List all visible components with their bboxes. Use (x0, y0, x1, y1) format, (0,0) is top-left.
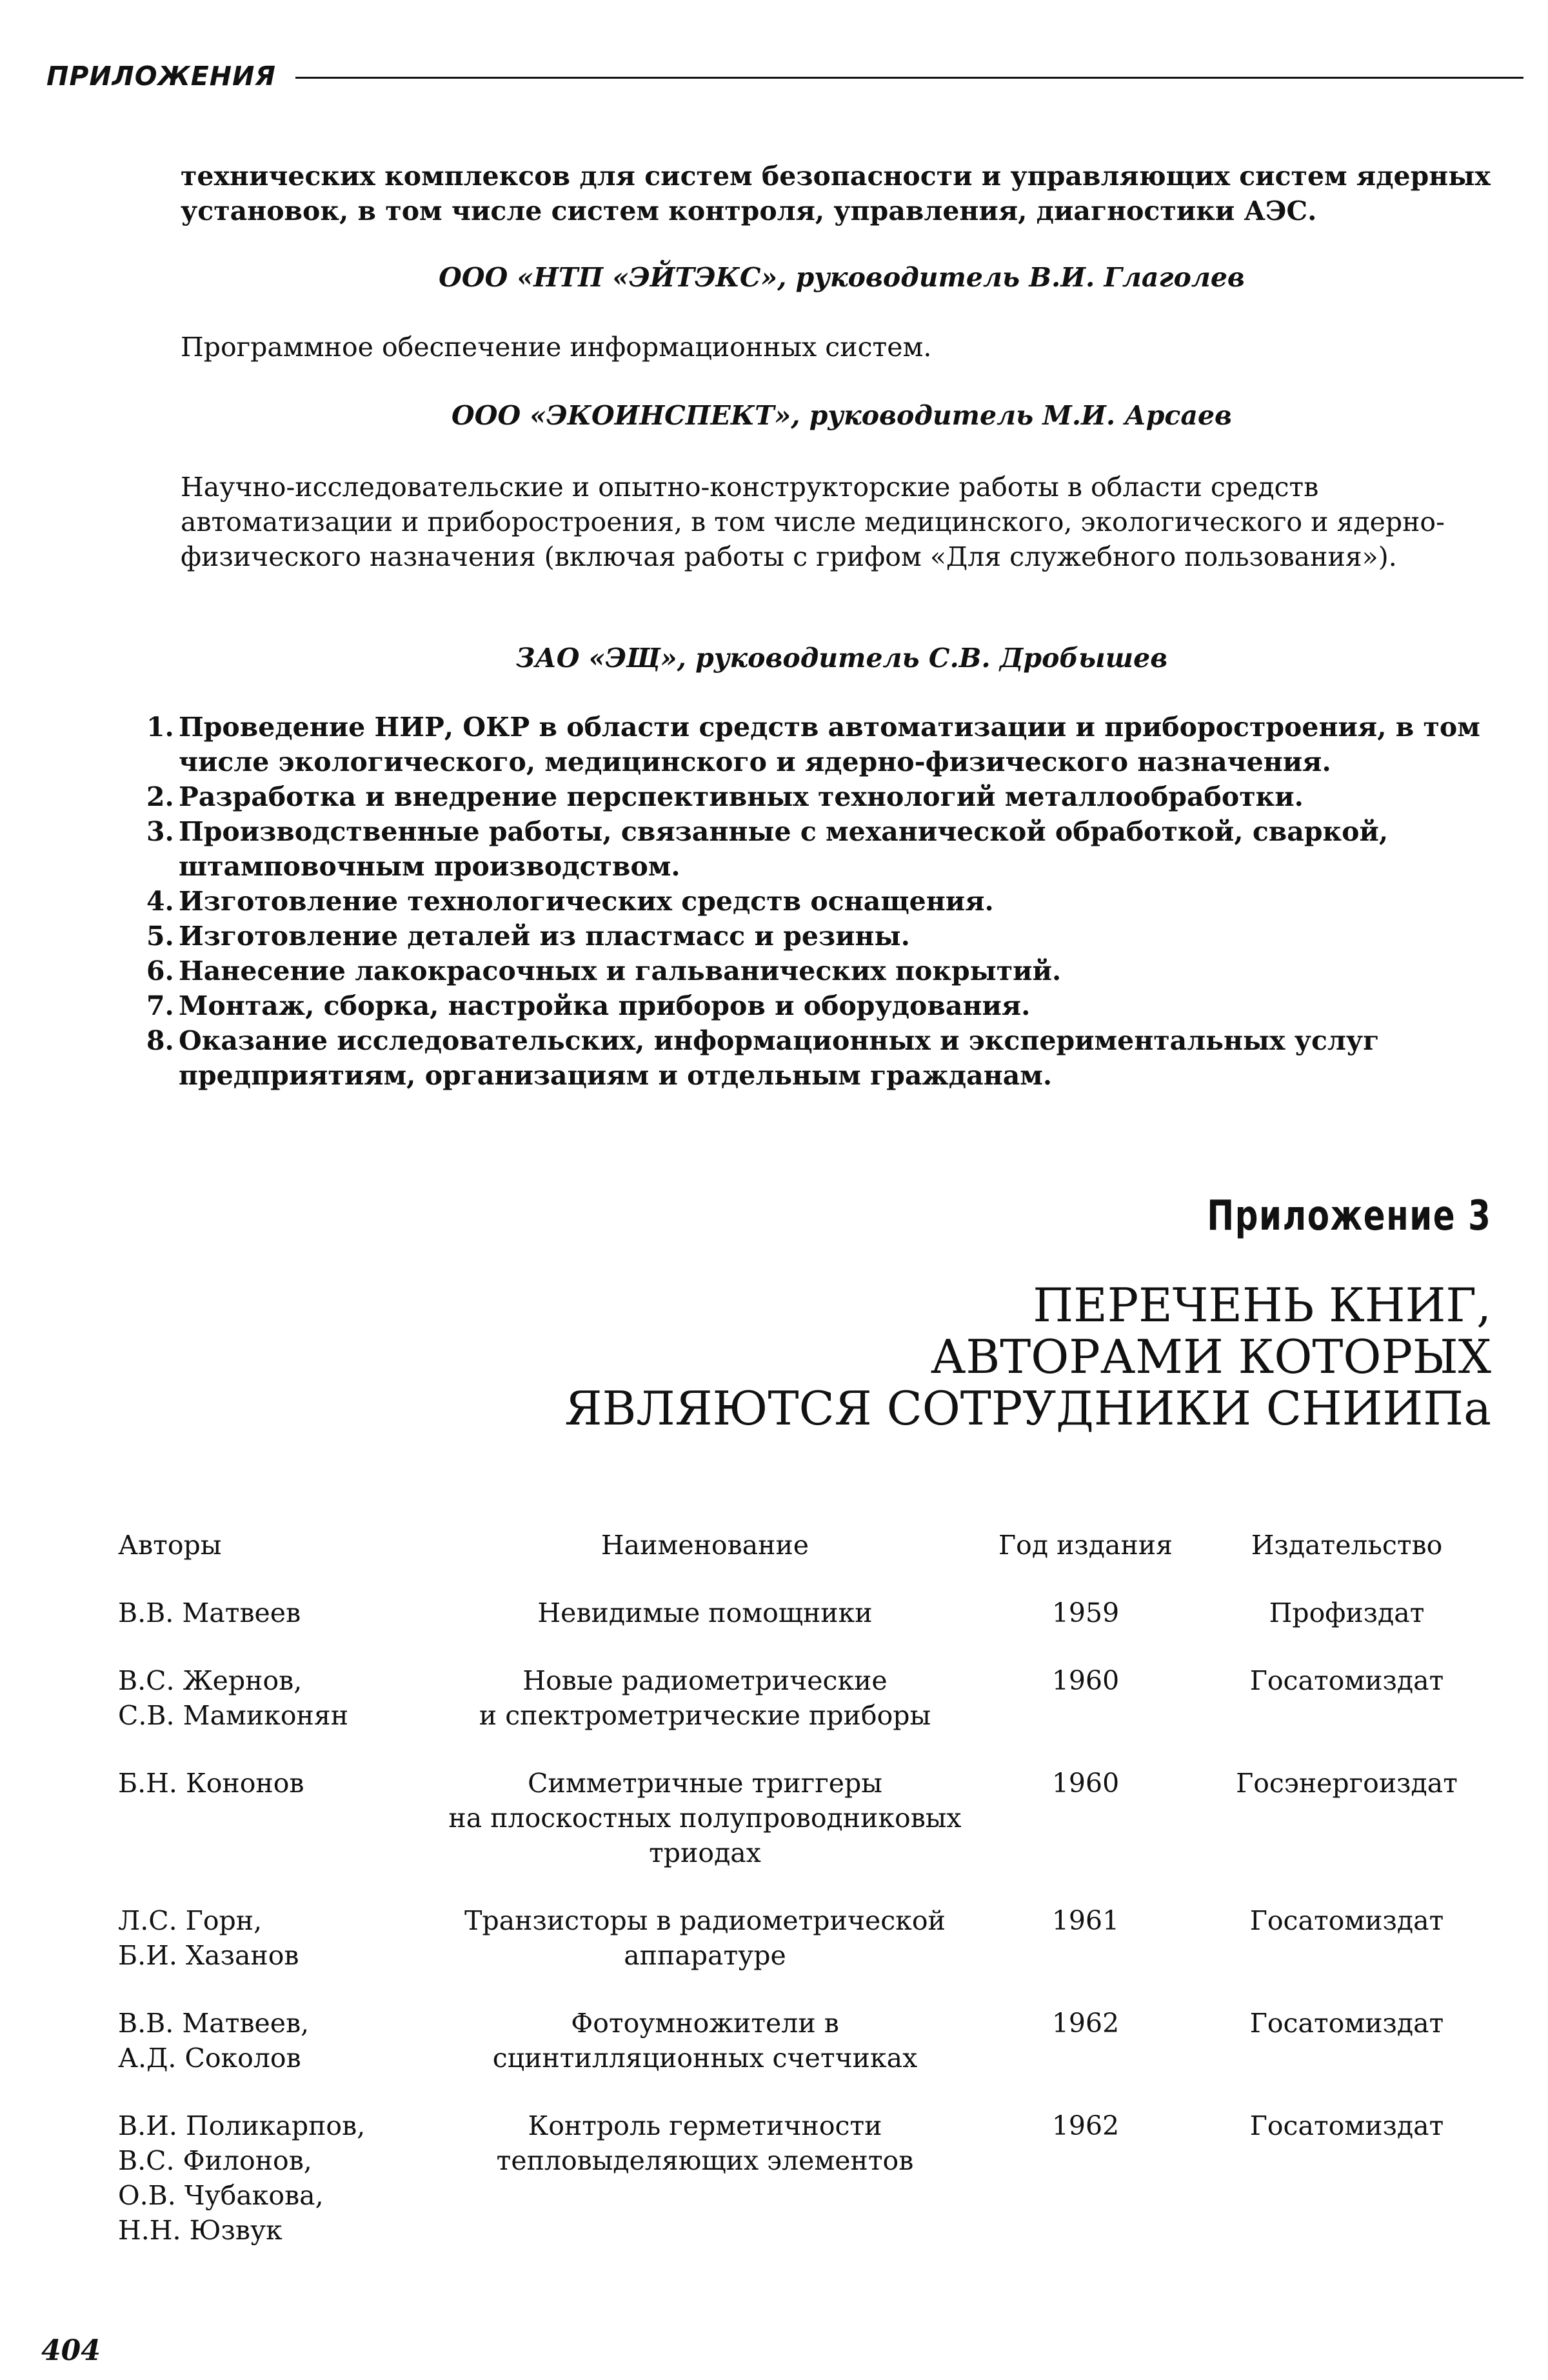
publisher-cell: Госатомиздат (1249, 1905, 1444, 1936)
org-heading-1 (181, 260, 1503, 295)
column-header-title: Наименование (600, 1530, 809, 1561)
list-item-text: Изготовление технологических средств оснащения. (179, 886, 994, 917)
publisher-cell: Профиздат (1269, 1597, 1425, 1628)
author-line: В.И. Поликарпов, (118, 2110, 366, 2141)
year-cell: 1959 (1051, 1597, 1120, 1628)
author-line: Л.С. Горн, (118, 1905, 263, 1936)
org-description-1 (181, 330, 1503, 365)
table-header-row (118, 1528, 1492, 1595)
author-line: Б.Н. Кононов (118, 1768, 304, 1799)
table-row (118, 2108, 1492, 2281)
authors-cell (118, 2108, 441, 2281)
activity-list (146, 710, 1507, 1093)
list-item (146, 988, 1507, 1023)
running-header-section: ПРИЛОЖЕНИЯ (46, 61, 276, 92)
books-table (118, 1528, 1492, 2281)
intro-paragraph (181, 159, 1503, 228)
list-item (146, 814, 1507, 884)
list-item-text: Монтаж, сборка, настройка приборов и оборудования. (179, 990, 1031, 1021)
title-cell (441, 1595, 969, 1663)
org-description-2 (181, 470, 1503, 574)
intro-text: технических комплексов для систем безопасности и управляющих систем ядерных установок, в том числе систем контроля, управления, диагностики АЭС. (181, 161, 1491, 226)
title-line: аппаратуре (624, 1940, 786, 1971)
org-description-text: Научно-исследовательские и опытно-конструкторские работы в области средств автоматизации и приборостроения, в том числе медицинского, экологического и ядерно-физического назначения (включая работы с грифом «Для служебного пользования»). (181, 472, 1445, 572)
table-row (118, 1663, 1492, 1766)
column-header-authors: Авторы (118, 1530, 222, 1561)
author-line: О.В. Чубакова, (118, 2180, 324, 2211)
list-item-number: 3. (146, 816, 174, 847)
list-item (146, 1023, 1507, 1093)
publisher-cell: Госатомиздат (1249, 1665, 1444, 1696)
publisher-cell: Госатомиздат (1249, 2110, 1444, 2141)
authors-cell (118, 1663, 441, 1766)
running-header (46, 57, 1523, 95)
year-cell: 1961 (1051, 1905, 1120, 1936)
table-row (118, 2006, 1492, 2108)
column-header-year: Год издания (998, 1530, 1173, 1561)
publisher-cell: Госатомиздат (1249, 2008, 1444, 2039)
authors-cell (118, 2006, 441, 2108)
list-item-number: 5. (146, 921, 174, 952)
list-item-text: Производственные работы, связанные с механической обработкой, сваркой, штамповочным производством. (179, 816, 1389, 882)
list-item-number: 1. (146, 712, 174, 743)
list-item-text: Проведение НИР, ОКР в области средств автоматизации и приборостроения, в том числе экологического, медицинского и ядерно-физического назначения. (179, 712, 1480, 777)
title-cell (441, 2108, 969, 2281)
org-heading-text: ООО «НТП «ЭЙТЭКС», руководитель В.И. Глаголев (439, 262, 1245, 293)
title-line: Фотоумножители в (571, 2008, 839, 2039)
title-line: Контроль герметичности (528, 2110, 882, 2141)
table-row (118, 1595, 1492, 1663)
publisher-cell: Госэнергоиздат (1236, 1768, 1458, 1799)
title-line: Транзисторы в радиометрической (464, 1905, 946, 1936)
list-item-number: 7. (146, 990, 174, 1021)
author-line: С.В. Мамиконян (118, 1700, 349, 1731)
title-line: на плоскостных полупроводниковых (448, 1803, 962, 1834)
list-item-text: Изготовление деталей из пластмасс и резины. (179, 921, 910, 952)
author-line: Н.Н. Юзвук (118, 2215, 283, 2246)
list-item-number: 8. (146, 1025, 174, 1056)
org-heading-text: ЗАО «ЭЩ», руководитель С.В. Дробышев (515, 643, 1168, 674)
org-heading-2 (181, 398, 1503, 433)
list-item-number: 6. (146, 955, 174, 986)
author-line: В.В. Матвеев (118, 1597, 301, 1628)
title-line: Новые радиометрические (522, 1665, 888, 1696)
title-line: тепловыделяющих элементов (496, 2145, 914, 2176)
author-line: А.Д. Соколов (118, 2043, 301, 2074)
title-line: триодах (649, 1837, 761, 1868)
title-cell (441, 1903, 969, 2006)
org-heading-text: ООО «ЭКОИНСПЕКТ», руководитель М.И. Арсаев (452, 400, 1232, 431)
author-line: В.С. Филонов, (118, 2145, 312, 2176)
author-line: В.В. Матвеев, (118, 2008, 310, 2039)
appendix-title-line: ПЕРЕЧЕНЬ КНИГ, (1033, 1278, 1491, 1332)
list-item (146, 954, 1507, 988)
list-item-text: Оказание исследовательских, информационных и экспериментальных услуг предприятиям, организациям и отдельным гражданам. (179, 1025, 1380, 1091)
title-cell (441, 1766, 969, 1903)
authors-cell (118, 1766, 441, 1903)
appendix-title-line: ЯВЛЯЮТСЯ СОТРУДНИКИ СНИИПа (564, 1381, 1491, 1435)
list-item (146, 710, 1507, 779)
title-line: и спектрометрические приборы (479, 1700, 931, 1731)
appendix-label: Приложение 3 (1206, 1192, 1491, 1240)
list-item (146, 779, 1507, 814)
appendix-title (201, 1279, 1491, 1434)
list-item-number: 4. (146, 886, 174, 917)
list-item-text: Нанесение лакокрасочных и гальванических покрытий. (179, 955, 1062, 986)
page-number: 404 (41, 2334, 101, 2367)
title-line: сцинтилляционных счетчиках (492, 2043, 918, 2074)
list-item-number: 2. (146, 781, 174, 812)
year-cell: 1960 (1051, 1768, 1120, 1799)
org-heading-3 (181, 641, 1503, 675)
table-row (118, 1766, 1492, 1903)
title-line: Симметричные триггеры (528, 1768, 882, 1799)
table-row (118, 1903, 1492, 2006)
year-cell: 1962 (1051, 2008, 1120, 2039)
authors-cell (118, 1903, 441, 2006)
author-line: В.С. Жернов, (118, 1665, 303, 1696)
list-item (146, 884, 1507, 919)
year-cell: 1962 (1051, 2110, 1120, 2141)
title-cell (441, 1663, 969, 1766)
authors-cell (118, 1595, 441, 1663)
column-header-publisher: Издательство (1251, 1530, 1443, 1561)
appendix-title-line: АВТОРАМИ КОТОРЫХ (930, 1330, 1491, 1384)
year-cell: 1960 (1051, 1665, 1120, 1696)
header-rule (295, 77, 1523, 79)
title-line: Невидимые помощники (537, 1597, 873, 1628)
org-description-text: Программное обеспечение информационных систем. (181, 332, 932, 363)
list-item-text: Разработка и внедрение перспективных технологий металлообработки. (179, 781, 1304, 812)
author-line: Б.И. Хазанов (118, 1940, 299, 1971)
list-item (146, 919, 1507, 954)
title-cell (441, 2006, 969, 2108)
